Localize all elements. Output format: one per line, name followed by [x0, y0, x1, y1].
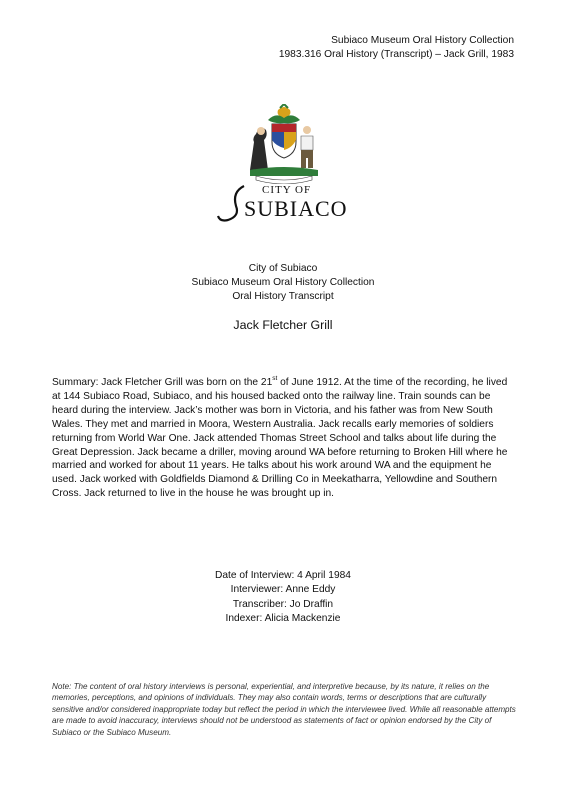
summary-paragraph	[52, 376, 518, 501]
header-reference: 1983.316 Oral History (Transcript) – Jack Grill, 1983	[278, 49, 514, 60]
summary-text-start: Summary: Jack Fletcher Grill was born on the 21	[52, 377, 273, 388]
title-block	[0, 262, 566, 305]
organisation-name: City of Subiaco	[248, 263, 318, 274]
summary-text-rest: of June 1912. At the time of the recording, he lived at 144 Subiaco Road, Subiaco, and his housed backed onto the railway line. Train sounds can be heard during the interview. Jack’s mother was born in Victoria, and his father was from New South Wales. They met and married in Moora, Western Australia. Jack recalls early memories of soldiers returning from World War One. Jack attended Thomas Street School and talks about life during the Great Depression. Jack became a driller, moving around WA before returning to Broken Hill where he married and worked for about 11 years. He talks about his work around WA and the equipment he used. Jack worked with Goldfields Diamond & Drilling Co in Meekatharra, Yellowdine and Southern Cross. Jack returned to live in the house he was brought up in.	[52, 377, 508, 500]
collection-name: Subiaco Museum Oral History Collection	[191, 277, 375, 289]
subiaco-wordmark-icon	[214, 180, 354, 224]
header-collection: Subiaco Museum Oral History Collection	[331, 35, 514, 46]
ordinal-suffix: st	[272, 374, 278, 382]
document-type: Oral History Transcript	[232, 291, 334, 303]
svg-text:CITY OF: CITY OF	[262, 184, 312, 196]
indexer: Indexer: Alicia Mackenzie	[225, 612, 341, 624]
disclaimer-note: Note: The content of oral history interviews is personal, experiential, and interpretive because, by its nature, it relies on the memories, perceptions, and opinions of individuals. They may also contain words, terms or descriptions that are culturally sensitive and/or considered inappropriate today but reflect the period in which the interviewee lived. While all reasonable attempts are made to avoid inaccuracy, interviews should not be understood as statements of fact or opinion endorsed by the City of Subiaco or the Subiaco Museum.	[52, 682, 516, 737]
interview-details	[0, 569, 566, 626]
coat-of-arms-icon	[242, 104, 326, 184]
interviewee-name: Jack Fletcher Grill	[233, 318, 333, 332]
interviewer: Interviewer: Anne Eddy	[230, 584, 336, 596]
interview-date: Date of Interview: 4 April 1984	[215, 570, 351, 581]
page-header	[279, 34, 514, 62]
svg-text:SUBIACO: SUBIACO	[244, 196, 348, 221]
transcriber: Transcriber: Jo Draffin	[232, 598, 334, 610]
city-of-subiaco-logo	[214, 104, 354, 222]
